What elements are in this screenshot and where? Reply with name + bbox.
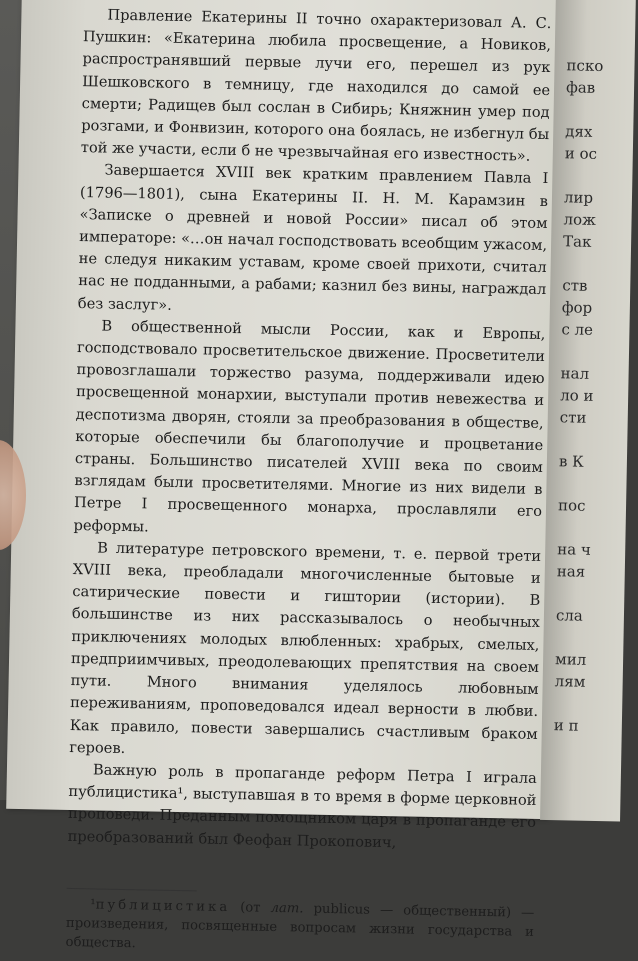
facing-line: пско xyxy=(566,56,604,75)
paragraph-2: Завершается XVIII век кратким правлением Павла I (1796—1801), сына Екатерины II. Н. М. Карамзин в «Записке о древней и новой России» писал об этом императоре: «…он начал господствовать всеобщим ужасом, не следуя никаким уставам, кроме своей прихоти, считал нас не подданными, а рабами; казнил без вины, награждал без заслуг». xyxy=(77,161,549,314)
facing-line: с ле xyxy=(561,320,594,339)
facing-page-edge xyxy=(540,0,636,821)
facing-line: ств xyxy=(562,276,588,295)
book-page xyxy=(6,0,562,951)
facing-line: дях xyxy=(565,122,593,141)
facing-line: лож xyxy=(563,210,597,229)
footnote xyxy=(65,895,534,961)
footnote-term: публицистика xyxy=(95,897,231,915)
facing-line: ло и xyxy=(560,386,594,405)
facing-line: сти xyxy=(559,408,587,427)
facing-line: и п xyxy=(553,716,579,735)
facing-line: фор xyxy=(561,298,593,317)
facing-line: в К xyxy=(558,452,584,471)
facing-line: и ос xyxy=(564,144,598,163)
facing-line: лям xyxy=(554,672,586,691)
paragraph-4: В литературе петровского времени, т. е. первой трети XVIII века, преобладали многочисленные бытовые и сатирические повести и гиштории (истории). В большинстве из них рассказывалось о необычных приключениях молодых влюбленных: храбрых, смелых, предприимчивых, преодолевающих препятствия на своем пути. Много внимания уделялось любовным переживаниям, проповедовался идеал верности в любви. Как правило, повести завершались счастливым браком героев. xyxy=(69,539,542,757)
footnote-lang-abbr: лат. xyxy=(270,900,304,917)
facing-line: ная xyxy=(556,562,586,581)
facing-line: на ч xyxy=(557,540,592,559)
facing-line: лир xyxy=(563,188,594,207)
paragraph-1: Правление Екатерины II точно охарактеризовал А. С. Пушкин: «Екатерина любила просвещение, а Новиков, распространявший первые лучи его, перешел из рук Шешковского в темницу, где находился до самой ее смерти; Радищев был сослан в Сибирь; Княжнин умер под розгами, и Фонвизин, которого она боялась, не избегнул бы той же участи, если б не чрезвычайная его известность». xyxy=(80,6,552,165)
footnote-rule xyxy=(67,888,197,891)
facing-line: мил xyxy=(554,650,587,669)
footnote-before-abbr: (от xyxy=(229,899,271,916)
footnote-marker: ¹ xyxy=(90,897,96,913)
facing-line: сла xyxy=(555,606,584,625)
paragraph-5: Важную роль в пропаганде реформ Петра I играла публицистика¹, выступавшая в то время в форме церковной проповеди. Преданным помощником царя в пропаганде его преобразований был Феофан Прокопович, xyxy=(67,761,538,851)
facing-line: фав xyxy=(565,78,596,97)
footnote-text: publicus — общественный) — произведения, посвященные вопросам жизни государства и общества. xyxy=(65,901,535,951)
page-text xyxy=(65,4,551,961)
facing-line: пос xyxy=(557,496,586,515)
facing-line: нал xyxy=(560,364,590,383)
paragraph-3: В общественной мысли России, как и Европы, господствовало просветительское движение. Просветители провозглашали торжество разума, поддерживали идею просвещенной монархии, выступали против невежества и деспотизма дворян, стояли за преобразования в обществе, которые обеспечили бы благополучие и процветание страны. Большинство писателей XVIII века по своим взглядам были просветителями. Многие из них видели в Петре I просвещенного монарха, прославляли его реформы. xyxy=(73,317,546,536)
facing-line: Так xyxy=(562,232,592,251)
